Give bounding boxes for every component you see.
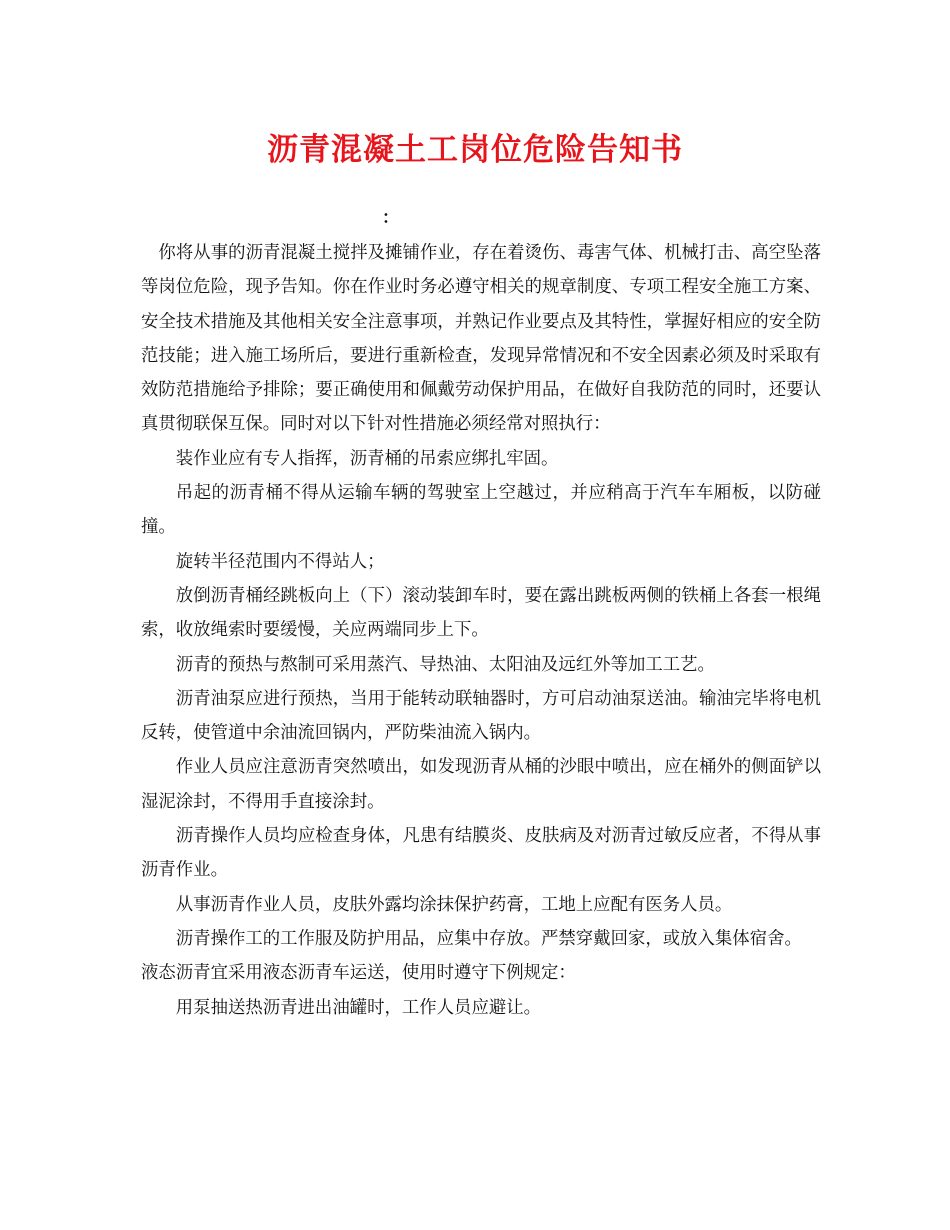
body-paragraph: 装作业应有专人指挥，沥青桶的吊索应绑扎牢固。 [175,448,559,469]
body-paragraph: 用泵抽送热沥青进出油罐时，工作人员应避让。 [175,997,542,1018]
body-paragraph: 作业人员应注意沥青突然喷出，如发现沥青从桶的沙眼中喷出，应在桶外的侧面铲以湿泥涂封，不得用手直接涂封。 [141,757,821,812]
body-paragraph: 旋转半径范围内不得站人； [175,551,385,572]
body-paragraph: 沥青操作人员均应检查身体，凡患有结膜炎、皮肤病及对沥青过敏反应者，不得从事沥青作业。 [141,826,821,881]
body-paragraph: 沥青操作工的工作服及防护用品，应集中存放。严禁穿戴回家，或放入集体宿舍。 [175,928,802,949]
body-paragraph: 放倒沥青桶经跳板向上（下）滚动装卸车时，要在露出跳板两侧的铁桶上各套一根绳索，收放绳索时要缓慢，关应两端同步上下。 [141,585,821,641]
document-body [141,236,821,1025]
body-paragraph: 沥青的预热与熬制可采用蒸汽、导热油、太阳油及远红外等加工工艺。 [175,654,715,675]
recipient-line: ： [382,208,399,228]
body-paragraph: 你将从事的沥青混凝土搅拌及摊铺作业，存在着烫伤、毒害气体、机械打击、高空坠落等岗位危险，现予告知。你在作业时务必遵守相关的规章制度、专项工程安全施工方案、安全技术措施及其他相关安全注意事项，并熟记作业要点及其特性，掌握好相应的安全防范技能；进入施工场所后，要进行重新检查，发现异常情况和不安全因素必须及时采取有效防范措施给予排除；要正确使用和佩戴劳动保护用品，在做好自我防范的同时，还要认真贯彻联保互保。同时对以下针对性措施必须经常对照执行： [141,243,821,435]
document-title: 沥青混凝土工岗位危险告知书 [267,132,683,168]
body-paragraph: 液态沥青宜采用液态沥青车运送，使用时遵守下例规定： [141,963,576,984]
body-paragraph: 吊起的沥青桶不得从运输车辆的驾驶室上空越过，并应稍高于汽车车厢板，以防碰撞。 [141,483,821,538]
body-paragraph: 沥青油泵应进行预热，当用于能转动联轴器时，方可启动油泵送油。输油完毕将电机反转，使管道中余油流回锅内，严防柴油流入锅内。 [141,688,821,744]
body-paragraph: 从事沥青作业人员，皮肤外露均涂抹保护药膏，工地上应配有医务人员。 [175,894,733,915]
